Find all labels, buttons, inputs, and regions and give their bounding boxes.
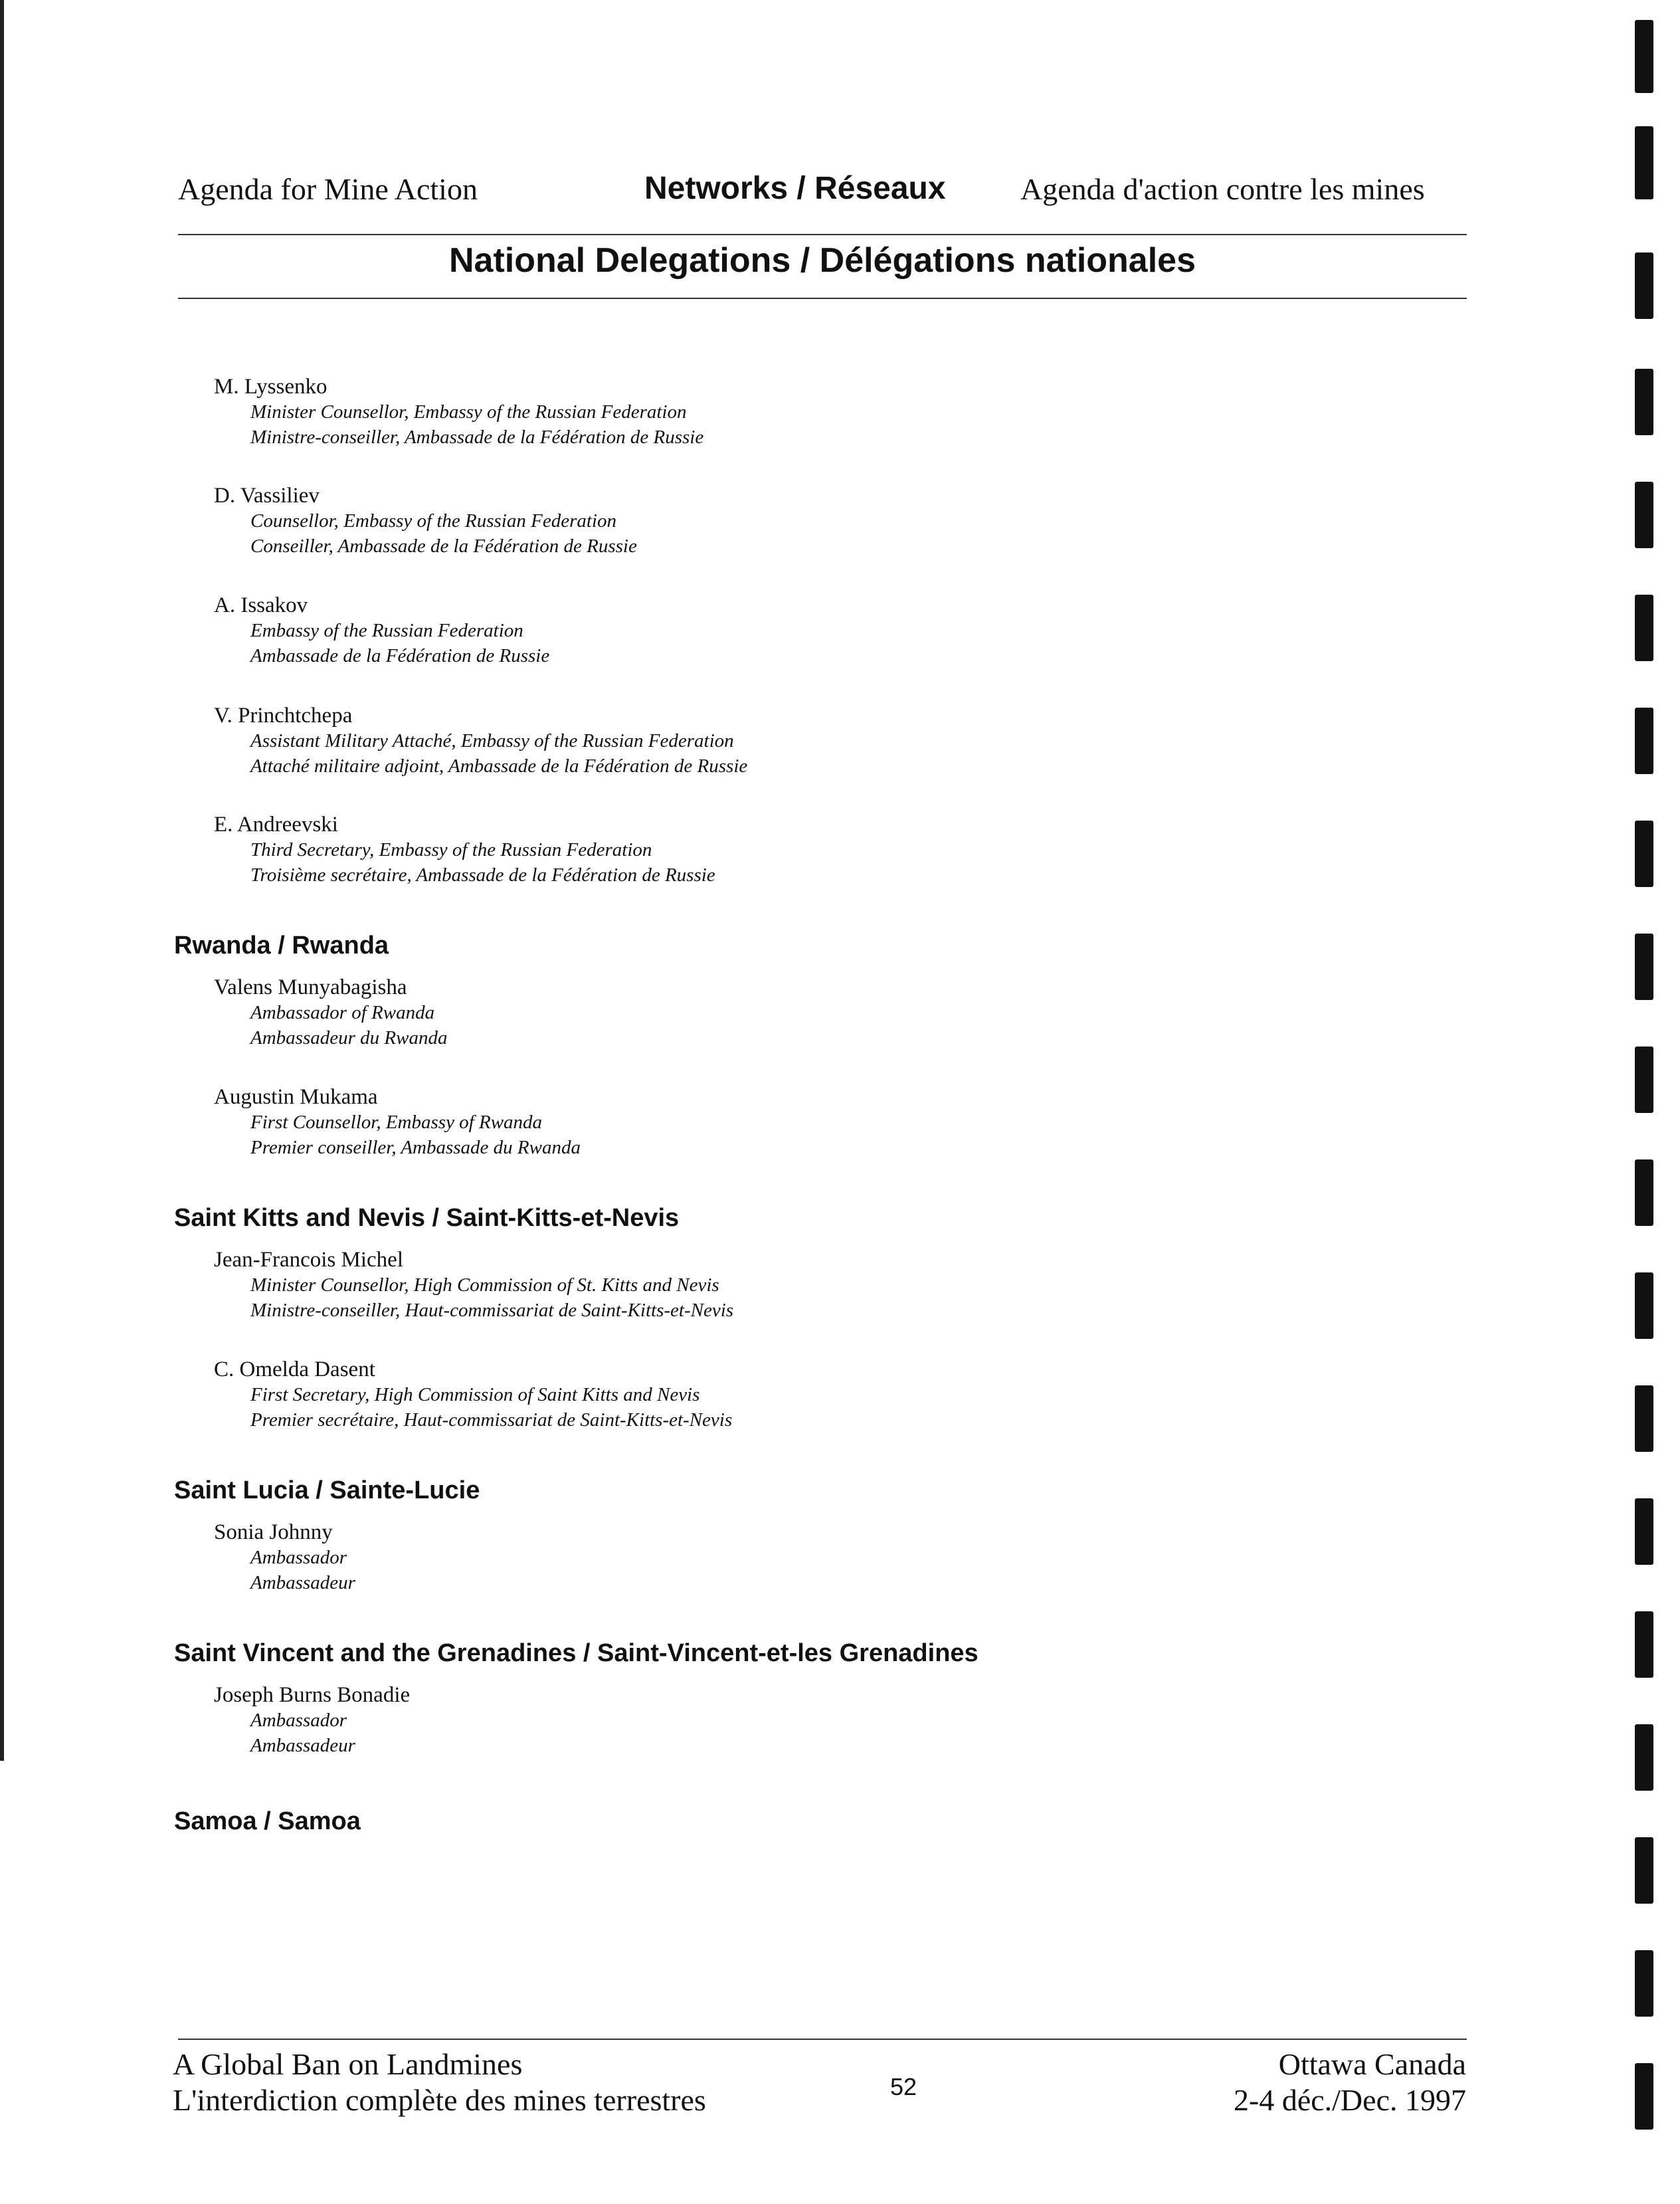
delegate-entry — [214, 1084, 581, 1160]
country-heading: Samoa / Samoa — [174, 1807, 361, 1835]
delegate-entry — [214, 374, 703, 450]
footer-left-line1: A Global Ban on Landmines — [173, 2047, 523, 2081]
delegate-role-en: Assistant Military Attaché, Embassy of the Russian Federation — [250, 730, 734, 751]
delegate-entry — [214, 593, 549, 668]
footer-right-line2: 2-4 déc./Dec. 1997 — [1234, 2083, 1466, 2117]
punch-mark — [1635, 821, 1653, 887]
delegate-name: Augustin Mukama — [214, 1085, 378, 1109]
punch-mark — [1635, 252, 1653, 319]
country-heading: Saint Kitts and Nevis / Saint-Kitts-et-Nevis — [174, 1204, 680, 1232]
delegate-name: V. Princhtchepa — [214, 704, 353, 728]
delegate-name: M. Lyssenko — [214, 375, 327, 399]
delegate-entry — [214, 1357, 732, 1433]
header-center: Networks / Réseaux — [644, 171, 946, 206]
punch-mark — [1635, 1724, 1653, 1791]
delegate-entry — [214, 1247, 733, 1323]
delegate-name: A. Issakov — [214, 593, 308, 617]
delegate-role-en: Minister Counsellor, Embassy of the Russian Federation — [250, 401, 687, 423]
delegate-role-en: Counsellor, Embassy of the Russian Federation — [250, 510, 616, 532]
country-heading: Saint Vincent and the Grenadines / Saint-Vincent-et-les Grenadines — [174, 1639, 979, 1667]
page-number: 52 — [890, 2073, 917, 2100]
footer-left-line2: L'interdiction complète des mines terrestres — [173, 2083, 706, 2117]
delegate-entry — [214, 975, 447, 1051]
delegate-entry — [214, 812, 715, 888]
delegate-entry — [214, 483, 637, 559]
delegate-name: C. Omelda Dasent — [214, 1357, 375, 1381]
delegate-role-fr: Ambassadeur du Rwanda — [250, 1027, 448, 1049]
delegate-role-en: First Counsellor, Embassy of Rwanda — [250, 1112, 543, 1133]
delegate-role-fr: Premier conseiller, Ambassade du Rwanda — [250, 1137, 581, 1158]
punch-mark — [1635, 1047, 1653, 1113]
delegate-role-fr: Ministre-conseiller, Ambassade de la Fédération de Russie — [250, 427, 704, 448]
punch-mark — [1635, 595, 1653, 661]
delegate-role-en: Ambassador of Rwanda — [250, 1002, 435, 1023]
punch-mark — [1635, 1159, 1653, 1226]
delegate-role-fr: Ambassadeur — [250, 1735, 355, 1756]
delegate-role-en: Embassy of the Russian Federation — [250, 620, 523, 641]
delegate-name: Jean-Francois Michel — [214, 1248, 403, 1272]
punch-mark — [1635, 2063, 1653, 2130]
header-right: Agenda d'action contre les mines — [1020, 172, 1425, 206]
delegate-role-en: Minister Counsellor, High Commission of St. Kitts and Nevis — [250, 1274, 719, 1296]
page-title: National Delegations / Délégations nationales — [448, 241, 1196, 280]
punch-mark — [1635, 1272, 1653, 1339]
delegate-entry — [214, 1520, 355, 1595]
punch-mark — [1635, 1498, 1653, 1565]
footer-rule — [178, 2039, 1467, 2040]
delegate-name: D. Vassiliev — [214, 484, 320, 508]
punch-mark — [1635, 934, 1653, 1000]
footer-left — [173, 2047, 706, 2118]
country-heading: Saint Lucia / Sainte-Lucie — [174, 1476, 480, 1504]
punch-mark — [1635, 708, 1653, 774]
delegate-name: Joseph Burns Bonadie — [214, 1683, 411, 1707]
binding-line — [0, 0, 4, 1761]
punch-mark — [1635, 1611, 1653, 1678]
delegate-role-fr: Ministre-conseiller, Haut-commissariat de Saint-Kitts-et-Nevis — [250, 1300, 734, 1321]
delegate-role-fr: Ambassade de la Fédération de Russie — [250, 645, 550, 666]
footer-right-line1: Ottawa Canada — [1278, 2047, 1466, 2081]
punch-mark — [1635, 1385, 1653, 1452]
punch-mark — [1635, 1950, 1653, 2017]
delegate-role-fr: Conseiller, Ambassade de la Fédération de Russie — [250, 536, 637, 557]
delegate-name: Valens Munyabagisha — [214, 975, 407, 999]
delegate-role-en: Ambassador — [250, 1547, 347, 1568]
delegate-role-fr: Premier secrétaire, Haut-commissariat de Saint-Kitts-et-Nevis — [250, 1409, 733, 1431]
delegate-name: E. Andreevski — [214, 813, 338, 837]
delegate-role-fr: Attaché militaire adjoint, Ambassade de la Fédération de Russie — [250, 755, 748, 777]
punch-mark — [1635, 126, 1653, 199]
header-rule-top — [178, 234, 1467, 235]
punch-mark — [1635, 1837, 1653, 1904]
punch-mark — [1635, 20, 1653, 93]
delegate-role-en: Third Secretary, Embassy of the Russian Federation — [250, 839, 652, 860]
country-heading: Rwanda / Rwanda — [174, 932, 389, 959]
header-rule-bottom — [178, 298, 1467, 299]
delegate-role-en: Ambassador — [250, 1710, 347, 1731]
header-left: Agenda for Mine Action — [178, 172, 478, 206]
footer-right — [1234, 2047, 1466, 2118]
delegate-role-fr: Ambassadeur — [250, 1572, 355, 1593]
punch-mark — [1635, 369, 1653, 435]
delegate-name: Sonia Johnny — [214, 1520, 333, 1544]
punch-mark — [1635, 482, 1653, 548]
delegate-role-fr: Troisième secrétaire, Ambassade de la Fédération de Russie — [250, 864, 715, 886]
delegate-entry — [214, 703, 747, 779]
delegate-role-en: First Secretary, High Commission of Saint Kitts and Nevis — [250, 1384, 700, 1405]
delegate-entry — [214, 1682, 410, 1758]
